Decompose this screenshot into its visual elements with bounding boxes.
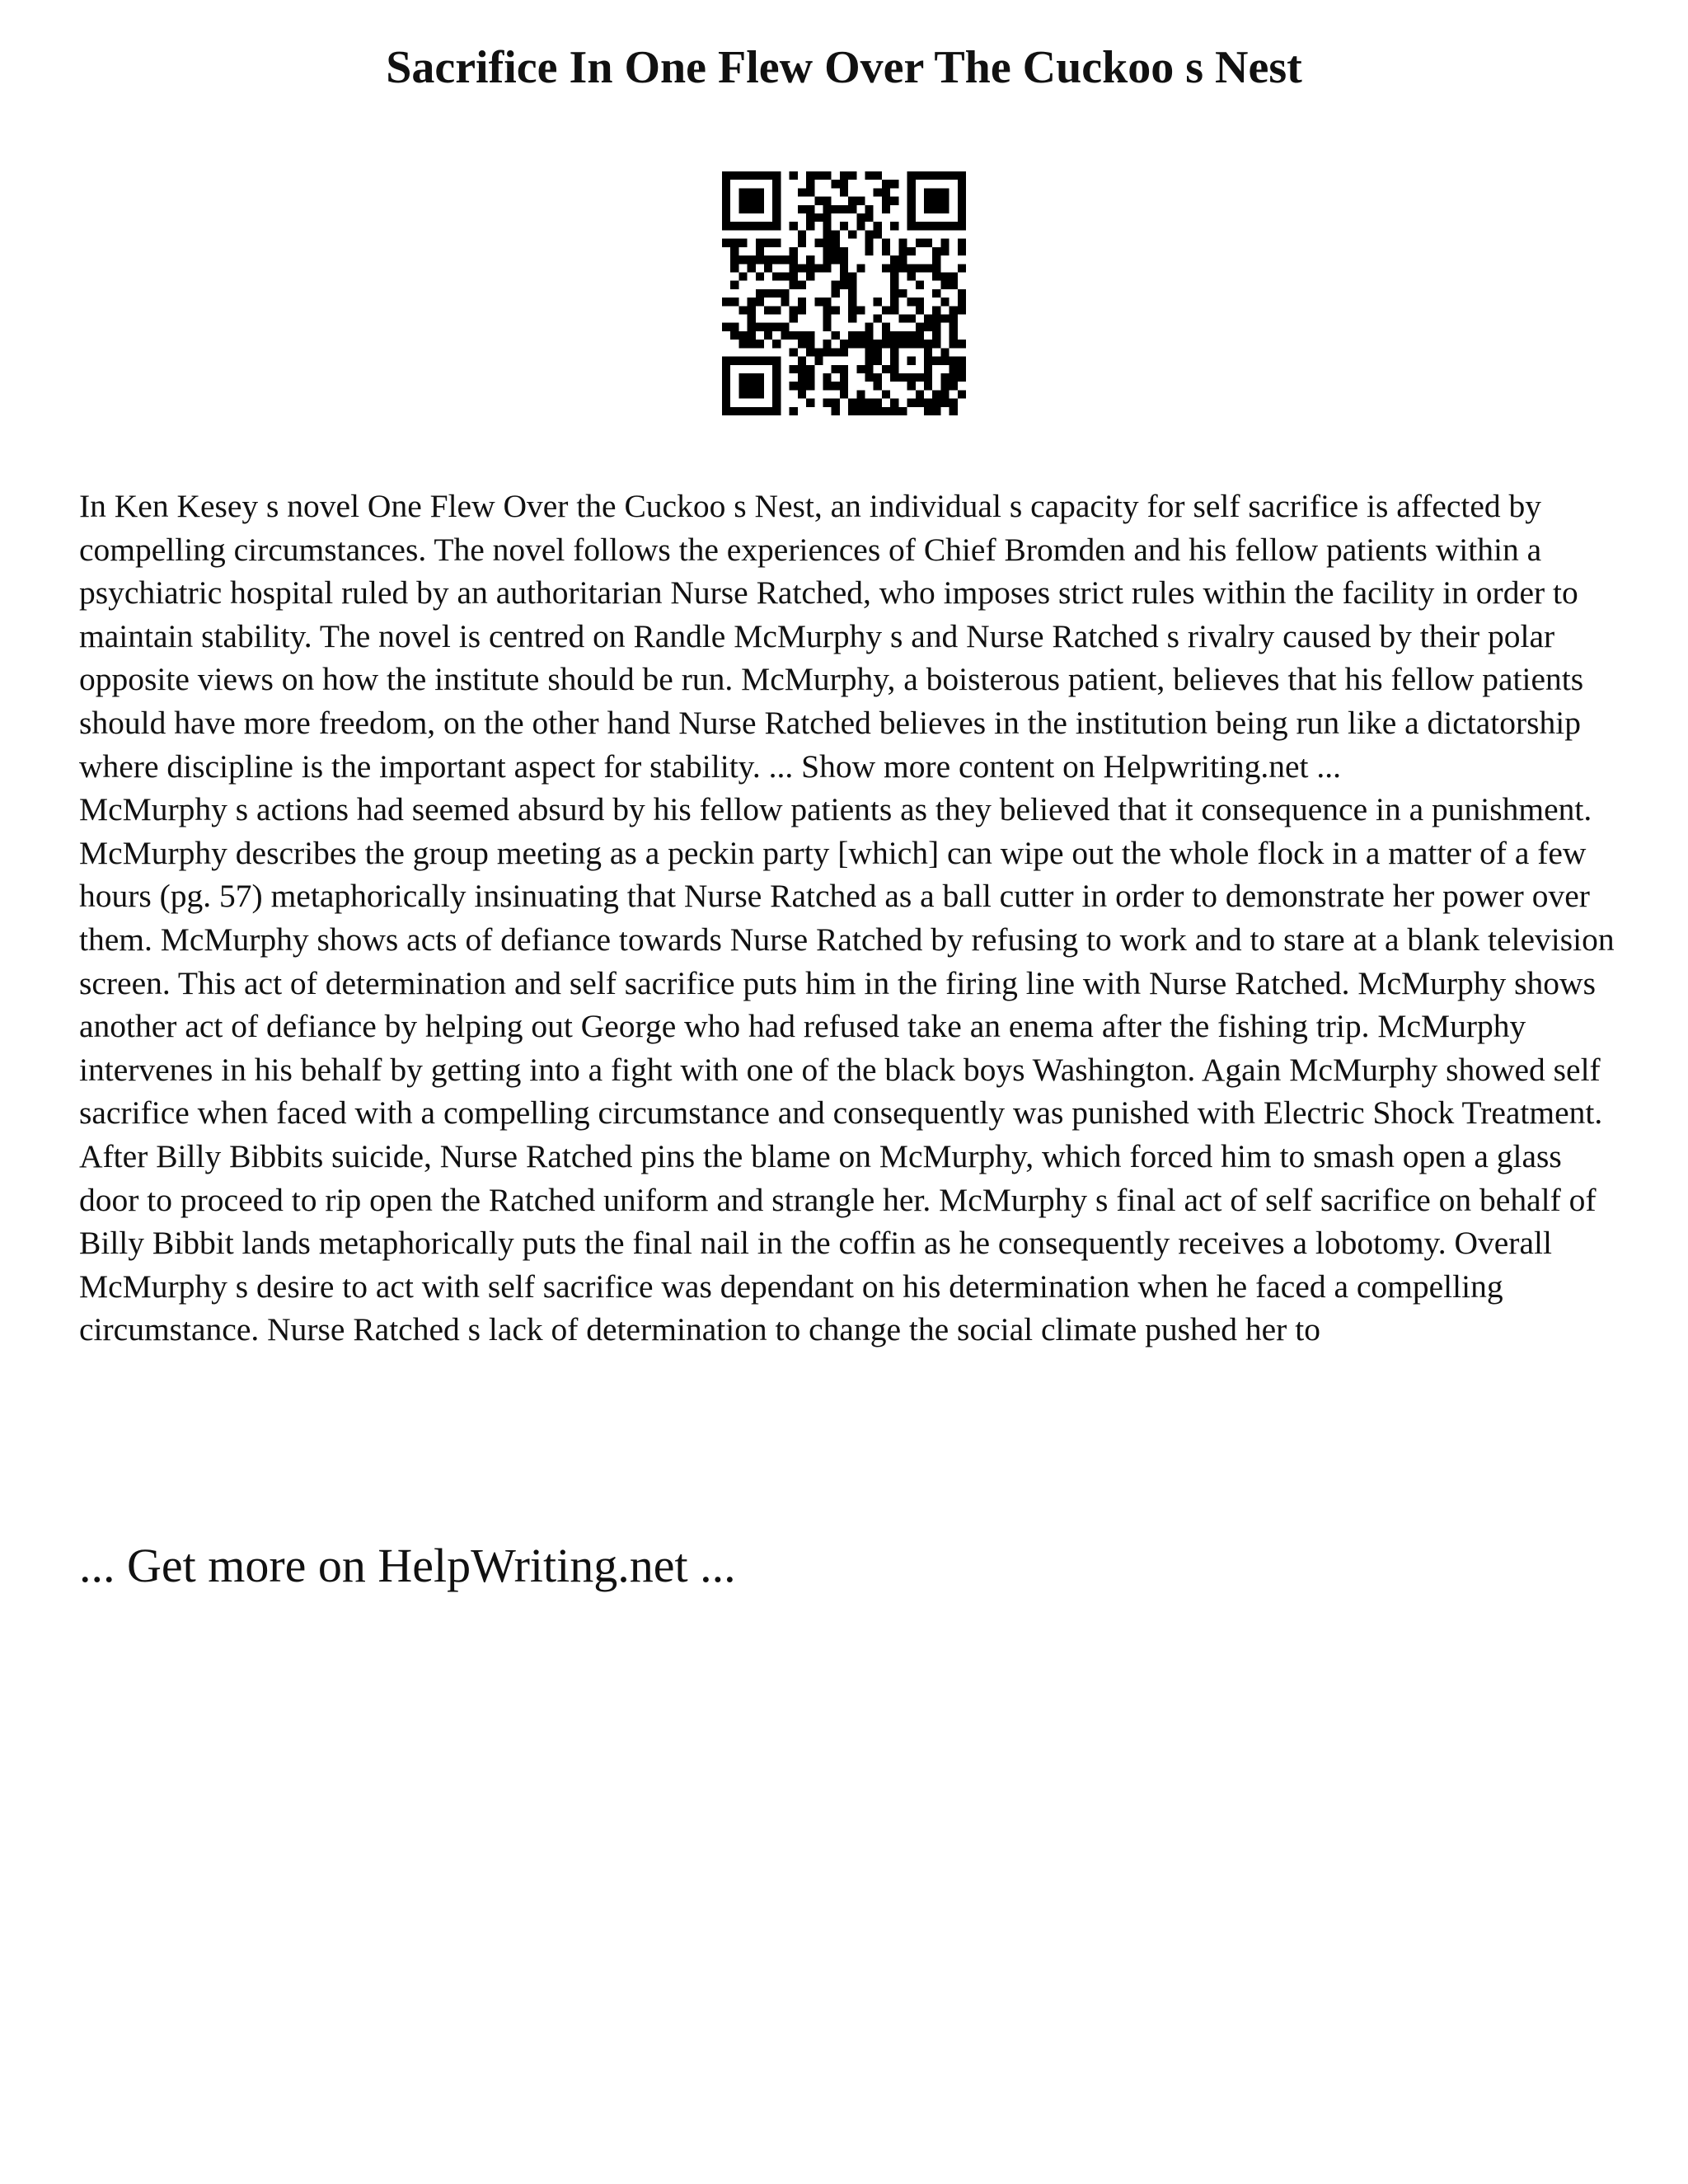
qr-modules xyxy=(722,171,966,415)
qr-code-icon xyxy=(722,171,966,415)
paragraph-1: In Ken Kesey s novel One Flew Over the Cuckoo s Nest, an individual s capacity for self sacrifice is affected by compelling circumstances. The novel follows the experiences of Chief Bromden and his fellow patients within a psychiatric hospital ruled by an authoritarian Nurse Ratched, who imposes strict rules within the facility in order to maintain stability. The novel is centred on Randle McMurphy s and Nurse Ratched s rivalry caused by their polar opposite views on how the institute should be run. McMurphy, a boisterous patient, believes that his fellow patients should have more freedom, on the other hand Nurse Ratched believes in the institution being run like a dictatorship where discipline is the important aspect for stability. ... Show more content on Helpwriting.net ... xyxy=(79,488,1584,785)
page-title: Sacrifice In One Flew Over The Cuckoo s Nest xyxy=(386,42,1302,93)
paragraph-2: McMurphy s actions had seemed absurd by his fellow patients as they believed that it consequence in a punishment. McMurphy describes the group meeting as a peckin party [which] can wipe out the whole flock in a matter of a few hours (pg. 57) metaphorically insinuating that Nurse Ratched as a ball cutter in order to demonstrate her power over them. McMurphy shows acts of defiance towards Nurse Ratched by refusing to work and to stare at a blank television screen. This act of determination and self sacrifice puts him in the firing line with Nurse Ratched. McMurphy shows another act of defiance by helping out George who had refused take an enema after the fishing trip. McMurphy intervenes in his behalf by getting into a fight with one of the black boys Washington. Again McMurphy showed self sacrifice when faced with a compelling circumstance and consequently was punished with Electric Shock Treatment. After Billy Bibbits suicide, Nurse Ratched pins the blame on McMurphy, which forced him to smash open a glass door to proceed to rip open the Ratched uniform and strangle her. McMurphy s final act of self sacrifice on behalf of Billy Bibbit lands metaphorically puts the final nail in the coffin as he consequently receives a lobotomy. Overall McMurphy s desire to act with self sacrifice was dependant on his determination when he faced a compelling circumstance. Nurse Ratched s lack of determination to change the social climate pushed her to xyxy=(79,791,1615,1348)
article-body xyxy=(79,485,1620,1352)
get-more-link[interactable]: ... Get more on HelpWriting.net ... xyxy=(79,1539,736,1592)
